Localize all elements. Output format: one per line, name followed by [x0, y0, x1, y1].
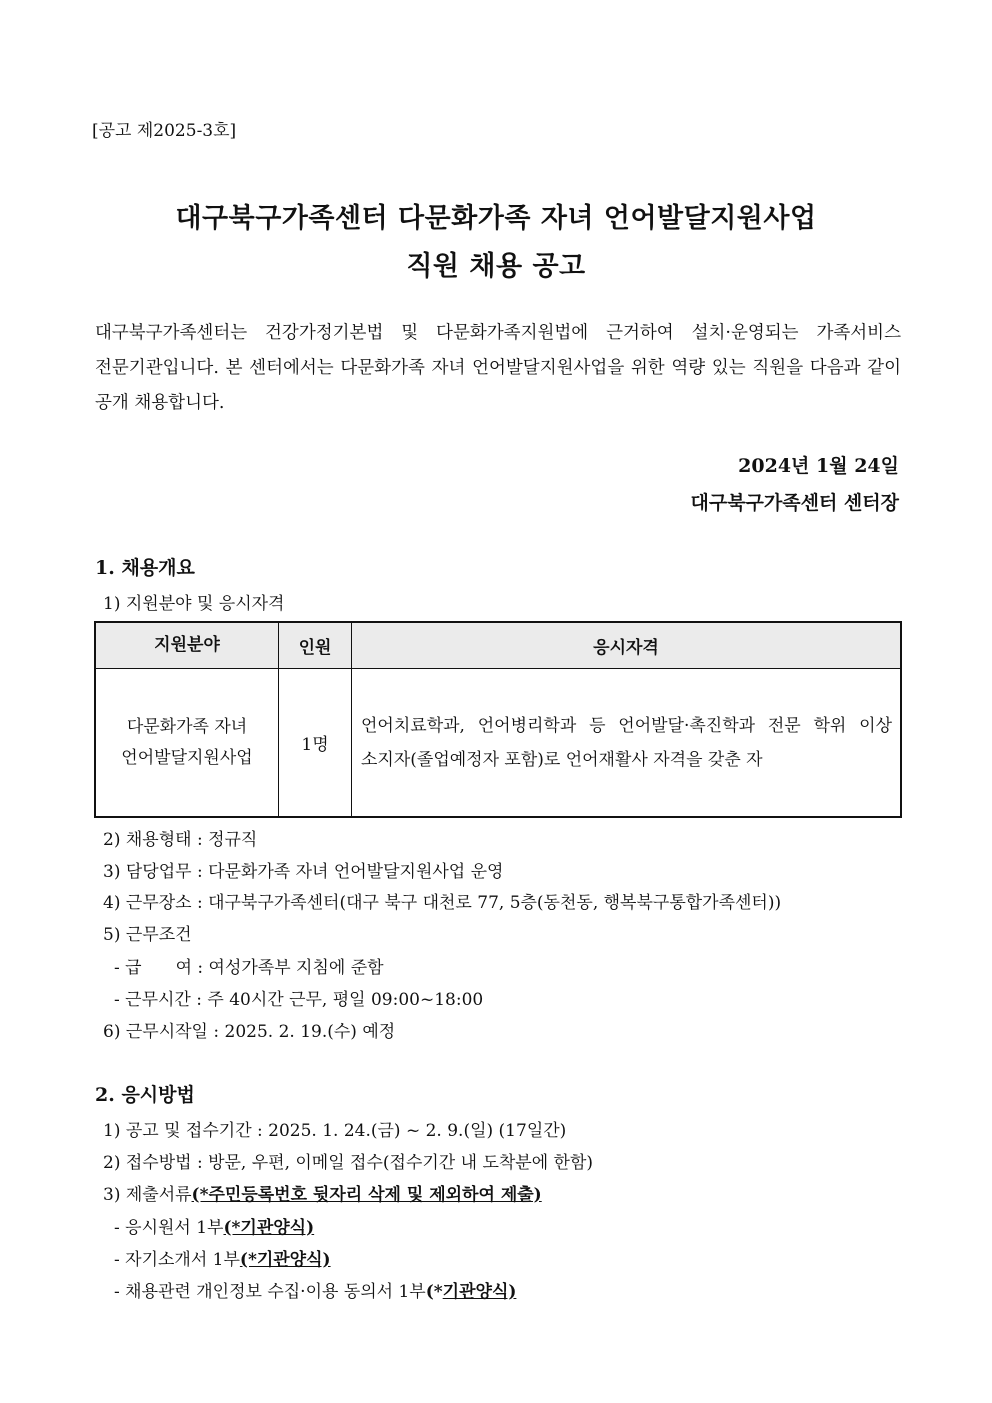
- section-1-item-3: 3) 담당업무 : 다문화가족 자녀 언어발달지원사업 운영: [103, 862, 504, 882]
- doc-item-label: - 채용관련 개인정보 수집·이용 동의서 1부: [114, 1282, 426, 1302]
- table-row: [95, 669, 901, 818]
- issue-block: [690, 448, 899, 522]
- section-1-item-4: 4) 근무장소 : 대구북구가족센터(대구 북구 대천로 77, 5층(동천동, 행복북구통합가족센터)): [103, 893, 782, 913]
- work-condition-salary: - 급 여 : 여성가족부 지침에 준함: [114, 958, 384, 978]
- notice-number: [공고 제2025-3호]: [92, 121, 237, 141]
- doc-item-note: (*기관양식): [223, 1218, 315, 1238]
- doc-item: [114, 1277, 516, 1302]
- section-2-item-3: [103, 1180, 542, 1205]
- submission-docs-note: (*주민등록번호 뒷자리 삭제 및 제외하여 제출): [191, 1185, 542, 1205]
- document-subtitle: 직원 채용 공고: [406, 251, 586, 282]
- recruitment-table: [94, 621, 902, 818]
- doc-item: [114, 1213, 314, 1238]
- section-2-title: 2. 응시방법: [95, 1084, 195, 1106]
- issuer-name: 대구북구가족센터 센터장: [690, 492, 899, 514]
- section-2-item-1: 1) 공고 및 접수기간 : 2025. 1. 24.(금) ~ 2. 9.(일) (17일간): [103, 1121, 567, 1141]
- table-header-count: 인원: [279, 622, 352, 669]
- section-1-item-6: 6) 근무시작일 : 2025. 2. 19.(수) 예정: [103, 1022, 396, 1042]
- table-cell-qualification: 언어치료학과, 언어병리학과 등 언어발달·촉진학과 전문 학위 이상 소지자(졸업예정자 포함)로 언어재활사 자격을 갖춘 자: [352, 669, 902, 818]
- doc-item-note: 기관양식): [442, 1282, 517, 1302]
- section-1-item-2: 2) 채용형태 : 정규직: [103, 830, 258, 850]
- doc-item-label: - 자기소개서 1부: [114, 1250, 240, 1270]
- document-title: 대구북구가족센터 다문화가족 자녀 언어발달지원사업: [175, 203, 817, 234]
- table-header-qualification: 응시자격: [352, 622, 902, 669]
- section-1-item-1: 1) 지원분야 및 응시자격: [103, 594, 285, 614]
- intro-paragraph: 대구북구가족센터는 건강가정기본법 및 다문화가족지원법에 근거하여 설치·운영되는 가족서비스 전문기관입니다. 본 센터에서는 다문화가족 자녀 언어발달지원사업을 위한 역량 있는 직원을 다음과 같이 공개 채용합니다.: [95, 323, 901, 413]
- doc-item-label: - 응시원서 1부: [114, 1218, 224, 1238]
- section-1-item-5: 5) 근무조건: [103, 925, 192, 945]
- table-header-field: 지원분야: [95, 622, 279, 669]
- work-condition-hours: - 근무시간 : 주 40시간 근무, 평일 09:00~18:00: [114, 990, 484, 1010]
- section-2-item-2: 2) 접수방법 : 방문, 우편, 이메일 접수(접수기간 내 도착분에 한함): [103, 1153, 594, 1173]
- table-header-row: [95, 622, 901, 669]
- doc-item-note-prefix: (*: [425, 1282, 443, 1302]
- section-1-title: 1. 채용개요: [95, 557, 195, 579]
- field-line-1: 다문화가족 자녀: [126, 716, 248, 737]
- submission-docs-label: 3) 제출서류: [103, 1185, 192, 1205]
- issue-date: 2024년 1월 24일: [738, 455, 899, 477]
- doc-item-note: (*기관양식): [239, 1250, 331, 1270]
- table-cell-field: [95, 669, 279, 818]
- doc-item: [114, 1245, 331, 1270]
- field-line-2: 언어발달지원사업: [121, 747, 253, 768]
- table-cell-count: 1명: [279, 669, 352, 818]
